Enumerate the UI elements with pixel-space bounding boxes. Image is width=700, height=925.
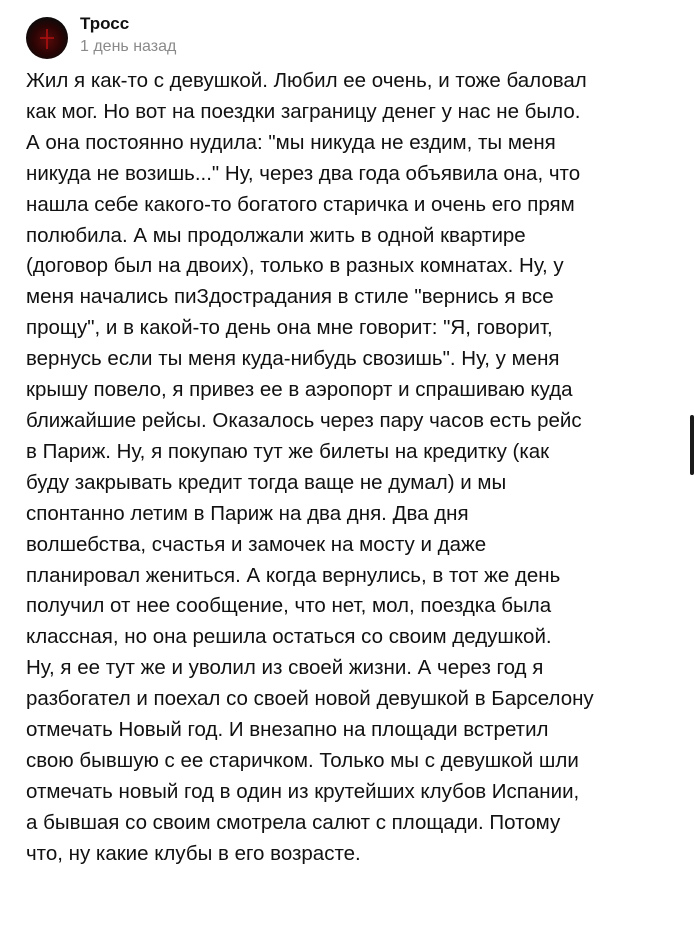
text-line: спонтанно летим в Париж на два дня. Два дня: [26, 501, 469, 525]
text-line: отмечать Новый год. И внезапно на площади встретил: [26, 718, 549, 742]
text-line: получил от нее сообщение, что нет, мол, поездка была: [26, 594, 552, 618]
post-meta: [80, 13, 177, 57]
author-name[interactable]: Тросс: [80, 13, 130, 33]
text-line: нашла себе какого-то богатого старичка и очень его прям: [26, 192, 575, 216]
text-line: Жил я как-то с девушкой. Любил ее очень, и тоже баловал: [26, 69, 587, 92]
scrollbar-thumb[interactable]: [690, 415, 694, 475]
text-line: вернусь если ты меня куда-нибудь свозишь". Ну, у меня: [26, 347, 560, 371]
text-line: ближайшие рейсы. Оказалось через пару часов есть рейс: [26, 408, 582, 432]
text-line: отмечать новый год в один из крутейших клубов Испании,: [26, 779, 580, 803]
text-line: как мог. Но вот на поездки заграницу денег у нас не было.: [26, 99, 581, 123]
dark-red-avatar-icon: [26, 17, 68, 59]
text-line: никуда не возишь..." Ну, через два года объявила она, что: [26, 161, 581, 185]
text-line: что, ну какие клубы в его возрасте.: [26, 841, 361, 865]
text-line: полюбила. А мы продолжали жить в одной квартире: [26, 223, 526, 247]
text-line: прощу", и в какой-то день она мне говорит: "Я, говорит,: [26, 316, 553, 340]
text-line: (договор был на двоих), только в разных комнатах. Ну, у: [26, 254, 564, 278]
text-line: разбогател и поехал со своей новой девушкой в Барселону: [26, 687, 594, 711]
text-line: меня начались пиЗдострадания в стиле "вернись я все: [26, 285, 554, 309]
text-line: а бывшая со своим смотрела салют с площади. Потому: [26, 810, 561, 834]
text-line: планировал жениться. А когда вернулись, в тот же день: [26, 563, 561, 587]
text-line: в Париж. Ну, я покупаю тут же билеты на кредитку (как: [26, 439, 550, 463]
text-line: А она постоянно нудила: "мы никуда не ездим, ты меня: [26, 130, 556, 154]
post-timestamp: 1 день назад: [80, 37, 177, 55]
text-line: Ну, я ее тут же и уволил из своей жизни. А через год я: [26, 656, 544, 680]
text-line: свою бывшую с ее старичком. Только мы с девушкой шли: [26, 748, 579, 772]
text-line: буду закрывать кредит тогда ваще не думал) и мы: [26, 470, 507, 494]
text-line: крышу повело, я привез ее в аэропорт и спрашиваю куда: [26, 378, 573, 402]
post-header: [26, 12, 176, 64]
text-line: волшебства, счастья и замочек на мосту и даже: [26, 532, 487, 556]
avatar[interactable]: [26, 17, 68, 59]
post-body-text: [26, 66, 694, 870]
text-line: классная, но она решила остаться со своим дедушкой.: [26, 625, 552, 649]
